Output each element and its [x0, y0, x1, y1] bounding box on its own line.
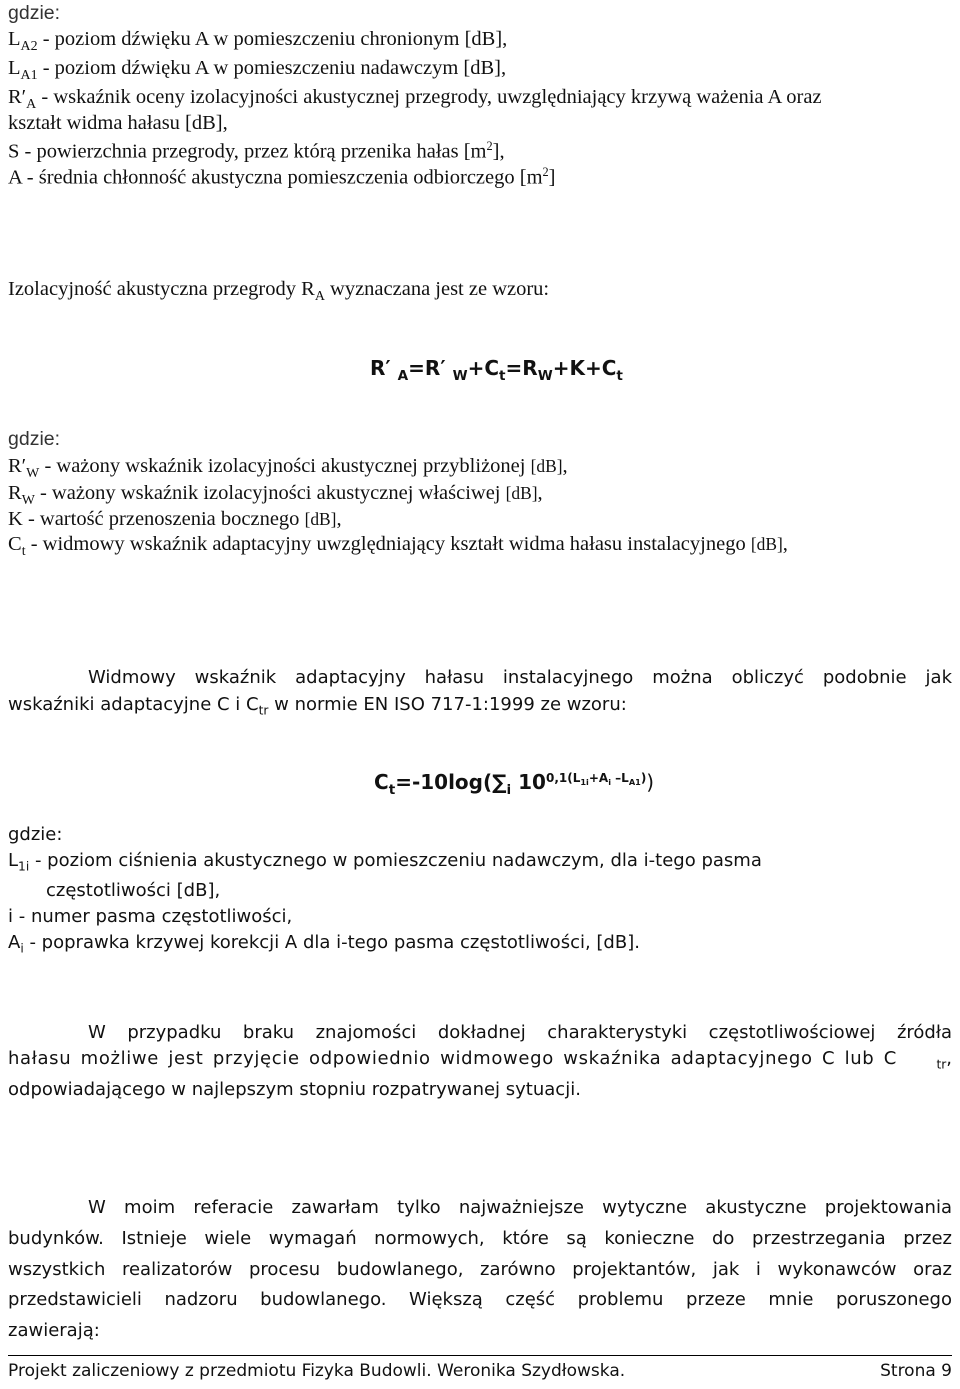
- para1-line2: wskaźniki adaptacyjne C i $C_{tr}$ w normie EN ISO 717-1:1999 ze wzoru:: [8, 694, 627, 718]
- def-a: A - średnia chłonność akustyczna pomieszczenia odbiorczego $[m^2]$: [8, 165, 556, 189]
- def-ai: $A_i$ - poprawka krzywej korekcji A dla i-tego pasma częstotliwości, [dB].: [8, 932, 640, 956]
- defs2-heading: gdzie:: [8, 428, 61, 450]
- para3-line5: zawierają:: [8, 1320, 100, 1341]
- para2-line1: W przypadku braku znajomości dokładnej charakterystyki częstotliwościowej źródła: [88, 1022, 952, 1043]
- footer-rule: [8, 1355, 952, 1356]
- footer-title: Projekt zaliczeniowy z przedmiotu Fizyka Budowli. Weronika Szydłowska.: [8, 1361, 626, 1381]
- def-rw: $R_W$ - ważony wskaźnik izolacyjności akustycznej właściwej [dB],: [8, 482, 543, 508]
- def-la2: $L_{A2}$ - poziom dźwięku A w pomieszczeniu chronionym [dB],: [8, 28, 508, 54]
- defs3-heading: gdzie:: [8, 824, 63, 845]
- def-l1i-cont: częstotliwości [dB],: [46, 880, 221, 901]
- formula-ra: R′ $_A$=R′ $_W+C_t=R_W+K+C_t$: [370, 356, 623, 384]
- izol-sentence: Izolacyjność akustyczna przegrody $R_A$ wyznaczana jest ze wzoru:: [8, 278, 550, 304]
- formula-ct: $C_t=-10\log(\sum_i$ $10^{0,1(L_{1i}+A_i -L_{A1})}$): [374, 770, 655, 798]
- para3-line1: W moim referacie zawarłam tylko najważniejsze wytyczne akustyczne projektowania: [88, 1197, 952, 1218]
- para3-line3: wszystkich realizatorów procesu budowlanego, zarówno projektantów, jak i wykonawców oraz: [8, 1259, 952, 1280]
- para3-line2: budynków. Istnieje wiele wymagań normowych, które są konieczne do przestrzegania przez: [8, 1228, 952, 1249]
- para3-line4: przedstawicieli nadzoru budowlanego. Większą część problemu przeze mnie poruszonego: [8, 1289, 952, 1310]
- page-number: Strona 9: [880, 1361, 952, 1381]
- def-s: S - powierzchnia przegrody, przez którą przenika hałas $[m^2]$,: [8, 139, 505, 163]
- def-ct: $C_t$ - widmowy wskaźnik adaptacyjny uwzględniający kształt widma hałasu instalacyjnego [dB],: [8, 533, 788, 559]
- def-rw-approx: $R'_W$ - ważony wskaźnik izolacyjności akustycznej przybliżonej [dB],: [8, 455, 568, 481]
- def-ra: $R'_A$ - wskaźnik oceny izolacyjności akustycznej przegrody, uwzględniający krzywą ważenia A oraz: [8, 86, 822, 112]
- page-footer: [8, 1363, 952, 1380]
- para1-line1: Widmowy wskaźnik adaptacyjny hałasu instalacyjnego można obliczyć podobnie jak: [88, 667, 952, 688]
- para2-line3: odpowiadającego w najlepszym stopniu rozpatrywanej sytuacji.: [8, 1079, 581, 1100]
- def-ra-cont: kształt widma hałasu [dB],: [8, 112, 228, 134]
- def-i: i - numer pasma częstotliwości,: [8, 906, 293, 927]
- para2-line2: hałasu możliwe jest przyjęcie odpowiednio widmowego wskaźnika adaptacyjnego C lub C $_{tr}$,: [8, 1048, 952, 1072]
- defs1-heading: gdzie:: [8, 2, 61, 24]
- def-k: K - wartość przenoszenia bocznego [dB],: [8, 508, 342, 530]
- def-la1: $L_{A1}$ - poziom dźwięku A w pomieszczeniu nadawczym [dB],: [8, 57, 507, 83]
- def-l1i: $L_{1i}$ - poziom ciśnienia akustycznego w pomieszczeniu nadawczym, dla i-tego pasma: [8, 850, 762, 874]
